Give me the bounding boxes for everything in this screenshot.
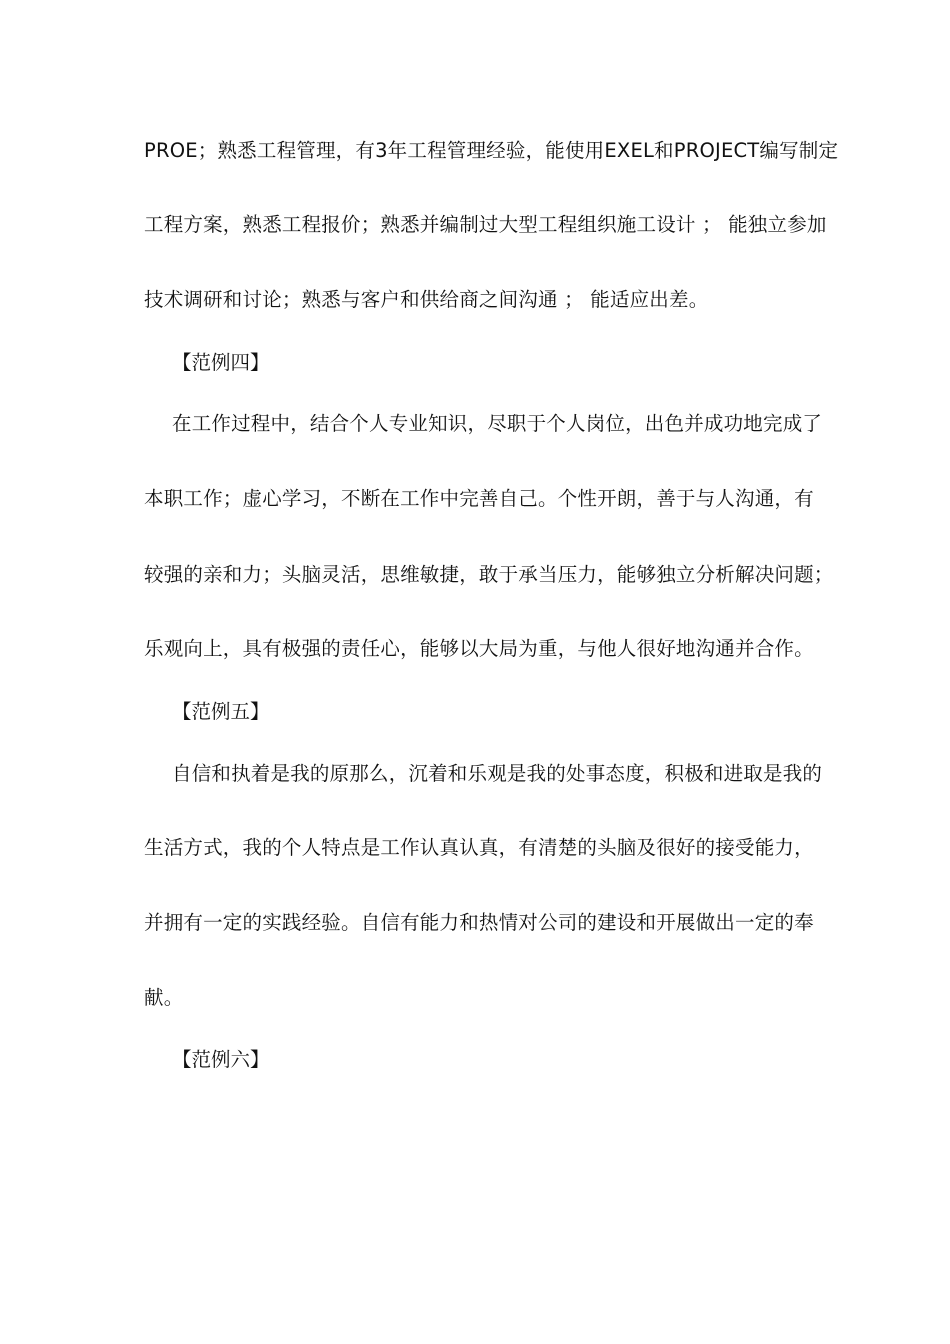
- paragraph-line: 并拥有一定的实践经验。自信有能力和热情对公司的建设和开展做出一定的奉: [144, 911, 814, 934]
- paragraph-line: PROE；熟悉工程管理，有3年工程管理经验，能使用EXEL和PROJECT编写制定: [144, 139, 839, 162]
- paragraph-line: 生活方式，我的个人特点是工作认真认真，有清楚的头脑及很好的接受能力，: [144, 836, 814, 859]
- paragraph-line: 技术调研和讨论；熟悉与客户和供给商之间沟通 ； 能适应出差。: [144, 288, 709, 311]
- paragraph-line: 在工作过程中，结合个人专业知识，尽职于个人岗位，出色并成功地完成了: [172, 412, 823, 435]
- section-heading-example-6: 【范例六】: [172, 1048, 270, 1071]
- paragraph-line: 本职工作；虚心学习，不断在工作中完善自己。个性开朗，善于与人沟通，有: [144, 487, 814, 510]
- paragraph-line: 自信和执着是我的原那么，沉着和乐观是我的处事态度，积极和进取是我的: [172, 762, 823, 785]
- paragraph-line: 较强的亲和力；头脑灵活，思维敏捷，敢于承当压力，能够独立分析解决问题；: [144, 563, 834, 586]
- paragraph-line: 献。: [144, 986, 184, 1009]
- section-heading-example-5: 【范例五】: [172, 700, 270, 723]
- section-heading-example-4: 【范例四】: [172, 351, 270, 374]
- paragraph-line: 工程方案，熟悉工程报价；熟悉并编制过大型工程组织施工设计 ； 能独立参加: [144, 213, 827, 236]
- paragraph-line: 乐观向上，具有极强的责任心，能够以大局为重，与他人很好地沟通并合作。: [144, 637, 814, 660]
